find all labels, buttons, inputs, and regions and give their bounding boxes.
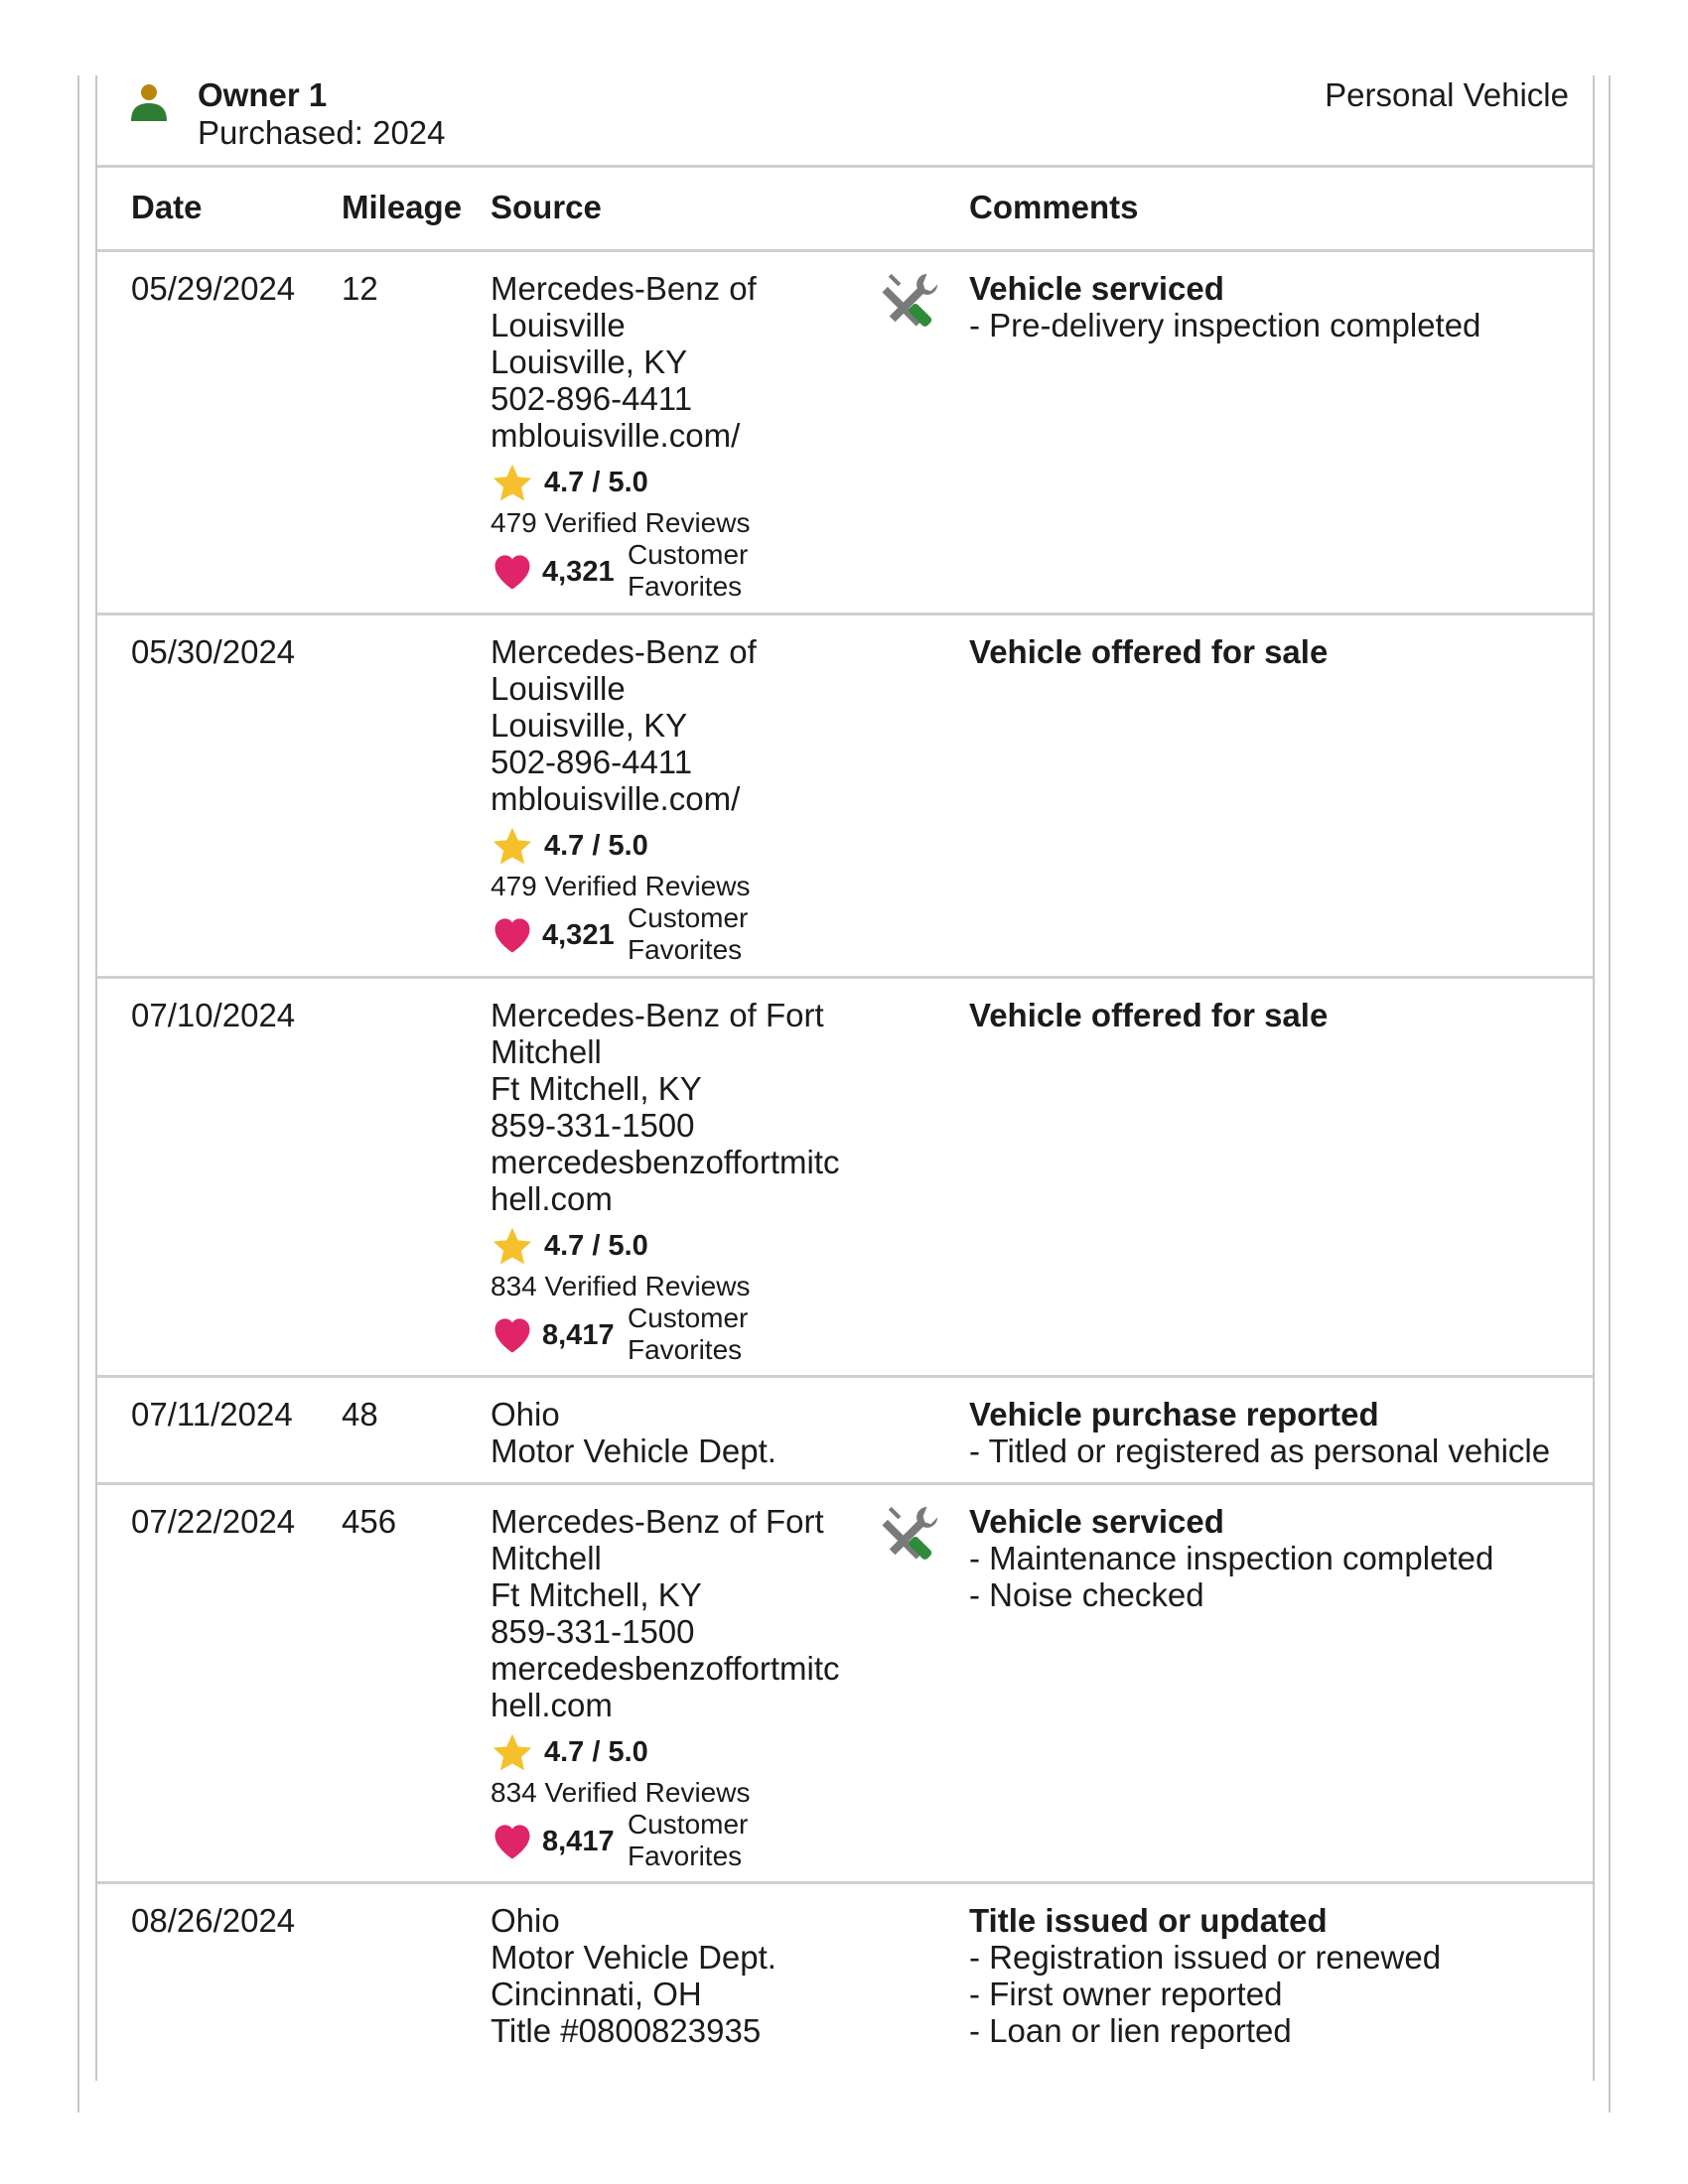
favorites-label: Customer Favorites bbox=[628, 1302, 749, 1365]
source-phone: 502-896-4411 bbox=[491, 380, 693, 417]
dealer-rating bbox=[491, 1729, 927, 1775]
source-line: Mitchell bbox=[491, 1540, 602, 1576]
source-website-link[interactable]: hell.com bbox=[491, 1687, 613, 1723]
source-phone: 859-331-1500 bbox=[491, 1107, 695, 1144]
history-table-header bbox=[97, 165, 1593, 252]
column-header-source: Source bbox=[491, 189, 602, 225]
record-date: 05/29/2024 bbox=[131, 270, 296, 307]
owner-vehicle-type: Personal Vehicle bbox=[1325, 76, 1569, 113]
star-icon bbox=[491, 1731, 534, 1775]
source-website-link[interactable]: mercedesbenzoffortmitc bbox=[491, 1144, 840, 1180]
owner-title: Owner 1 bbox=[198, 76, 328, 113]
record-comments bbox=[969, 1902, 1585, 2049]
page-border-right bbox=[1609, 75, 1611, 2113]
source-line: Motor Vehicle Dept. bbox=[491, 1433, 776, 1469]
dealer-rating bbox=[491, 1223, 927, 1269]
star-icon bbox=[491, 462, 534, 505]
customer-favorites bbox=[491, 904, 927, 968]
favorites-label: Customer Favorites bbox=[628, 902, 749, 965]
source-line: Ohio bbox=[491, 1902, 560, 1939]
comment-title: Vehicle offered for sale bbox=[969, 633, 1329, 670]
record-comments bbox=[969, 270, 1585, 343]
comment-item: - Pre-delivery inspection completed bbox=[969, 307, 1481, 343]
dealer-rating bbox=[491, 460, 927, 505]
comment-item: - Loan or lien reported bbox=[969, 2012, 1292, 2049]
heart-icon bbox=[491, 1314, 534, 1356]
owner-header bbox=[97, 75, 1593, 165]
column-header-mileage: Mileage bbox=[342, 189, 463, 225]
column-header-comments: Comments bbox=[969, 189, 1139, 225]
verified-reviews-link[interactable]: 834 Verified Reviews bbox=[491, 1777, 751, 1808]
comment-item: - Maintenance inspection completed bbox=[969, 1540, 1494, 1576]
verified-reviews-link[interactable]: 479 Verified Reviews bbox=[491, 871, 751, 901]
source-line: Motor Vehicle Dept. bbox=[491, 1939, 776, 1976]
source-line: Ft Mitchell, KY bbox=[491, 1070, 702, 1107]
source-line: Mercedes-Benz of Fort bbox=[491, 1503, 824, 1540]
star-icon bbox=[491, 1225, 534, 1269]
dealer-rating bbox=[491, 823, 927, 869]
record-date: 07/11/2024 bbox=[131, 1396, 293, 1433]
favorites-count: 8,417 bbox=[542, 1826, 615, 1857]
source-line: Cincinnati, OH bbox=[491, 1976, 702, 2012]
favorites-count: 4,321 bbox=[542, 919, 615, 951]
comment-title: Vehicle serviced bbox=[969, 270, 1224, 307]
heart-icon bbox=[491, 914, 534, 956]
comment-item: - Titled or registered as personal vehicle bbox=[969, 1433, 1551, 1469]
comment-title: Title issued or updated bbox=[969, 1902, 1328, 1939]
source-line: Ohio bbox=[491, 1396, 560, 1433]
table-row bbox=[97, 1378, 1593, 1485]
verified-reviews-link[interactable]: 479 Verified Reviews bbox=[491, 507, 751, 538]
favorites-label: Customer Favorites bbox=[628, 1809, 749, 1871]
favorites-count: 4,321 bbox=[542, 556, 615, 588]
record-source bbox=[491, 1503, 927, 1874]
customer-favorites bbox=[491, 1811, 927, 1874]
comment-title: Vehicle offered for sale bbox=[969, 997, 1329, 1033]
table-row bbox=[97, 252, 1593, 615]
heart-icon bbox=[491, 1821, 534, 1862]
comment-item: - Registration issued or renewed bbox=[969, 1939, 1442, 1976]
comment-item: - Noise checked bbox=[969, 1576, 1204, 1613]
rating-score: 4.7 / 5.0 bbox=[544, 830, 648, 862]
source-line: Mercedes-Benz of bbox=[491, 270, 757, 307]
source-line: Ft Mitchell, KY bbox=[491, 1576, 702, 1613]
record-mileage: 48 bbox=[342, 1396, 378, 1433]
source-line: Louisville bbox=[491, 670, 626, 707]
source-line: Louisville, KY bbox=[491, 707, 688, 744]
source-line: Louisville bbox=[491, 307, 626, 343]
source-line: Mercedes-Benz of Fort bbox=[491, 997, 824, 1033]
record-mileage: 12 bbox=[342, 270, 378, 307]
record-date: 07/10/2024 bbox=[131, 997, 296, 1033]
owner-person-icon bbox=[129, 83, 169, 123]
favorites-label: Customer Favorites bbox=[628, 539, 749, 602]
column-header-date: Date bbox=[131, 189, 203, 225]
heart-icon bbox=[491, 551, 534, 593]
record-comments bbox=[969, 633, 1585, 670]
source-phone: 502-896-4411 bbox=[491, 744, 693, 780]
record-date: 08/26/2024 bbox=[131, 1902, 296, 1939]
table-row bbox=[97, 1485, 1593, 1884]
table-row bbox=[97, 615, 1593, 979]
record-mileage: 456 bbox=[342, 1503, 397, 1540]
owner-purchased-year: Purchased: 2024 bbox=[198, 114, 446, 151]
record-source bbox=[491, 633, 927, 968]
table-row bbox=[97, 979, 1593, 1378]
customer-favorites bbox=[491, 541, 927, 605]
source-line: Mitchell bbox=[491, 1033, 602, 1070]
source-phone: 859-331-1500 bbox=[491, 1613, 695, 1650]
rating-score: 4.7 / 5.0 bbox=[544, 1230, 648, 1262]
rating-score: 4.7 / 5.0 bbox=[544, 467, 648, 498]
comment-title: Vehicle serviced bbox=[969, 1503, 1224, 1540]
table-row bbox=[97, 1884, 1593, 2081]
source-line: Louisville, KY bbox=[491, 343, 688, 380]
record-source bbox=[491, 1396, 927, 1469]
record-comments bbox=[969, 997, 1585, 1033]
source-website-link[interactable]: mercedesbenzoffortmitc bbox=[491, 1650, 840, 1687]
ownership-history-panel bbox=[95, 75, 1595, 2081]
record-source bbox=[491, 270, 927, 605]
star-icon bbox=[491, 825, 534, 869]
record-date: 05/30/2024 bbox=[131, 633, 296, 670]
favorites-count: 8,417 bbox=[542, 1319, 615, 1351]
verified-reviews-link[interactable]: 834 Verified Reviews bbox=[491, 1271, 751, 1301]
source-website-link[interactable]: mblouisville.com/ bbox=[491, 780, 741, 817]
comment-item: - First owner reported bbox=[969, 1976, 1283, 2012]
source-line: Mercedes-Benz of bbox=[491, 633, 757, 670]
record-source bbox=[491, 997, 927, 1368]
rating-score: 4.7 / 5.0 bbox=[544, 1736, 648, 1768]
page-border-left bbox=[77, 75, 79, 2113]
record-source bbox=[491, 1902, 927, 2049]
source-title-number: Title #0800823935 bbox=[491, 2012, 762, 2049]
comment-title: Vehicle purchase reported bbox=[969, 1396, 1379, 1433]
record-comments bbox=[969, 1396, 1585, 1469]
record-comments bbox=[969, 1503, 1585, 1613]
wrench-screwdriver-icon bbox=[882, 1501, 943, 1563]
source-website-link[interactable]: hell.com bbox=[491, 1180, 613, 1217]
wrench-screwdriver-icon bbox=[882, 268, 943, 330]
record-date: 07/22/2024 bbox=[131, 1503, 296, 1540]
customer-favorites bbox=[491, 1304, 927, 1368]
source-website-link[interactable]: mblouisville.com/ bbox=[491, 417, 741, 454]
